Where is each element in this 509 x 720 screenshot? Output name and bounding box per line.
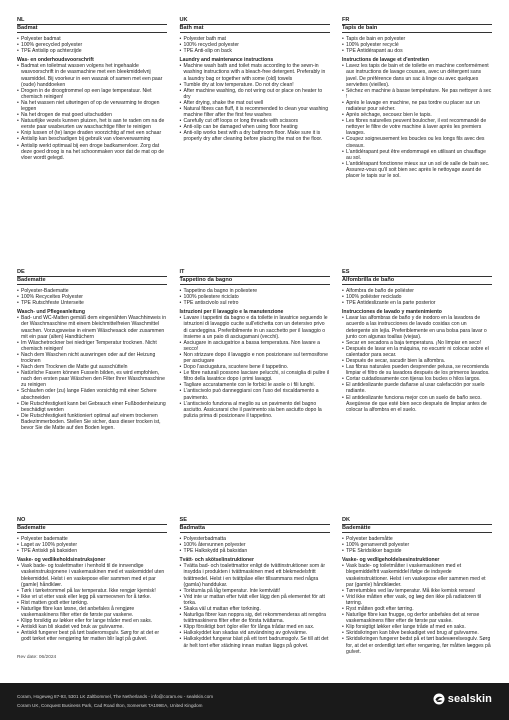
- property-item: • TPE Antidérapant au dos: [342, 48, 492, 54]
- care-item: • Klip forsigtigt løkker eller lange tråde af med en saks.: [342, 624, 492, 630]
- care-item: • Vask bade- og toalettmatter i henhold til de innvendige vaskeinstruksjonene i vaskemaskinen med et vaskemiddel uten blekemiddel. Helst i en vaskepose eller sammen med et par (gamle) håndklær.: [17, 563, 167, 587]
- property-item: • 100% Recyceltes Polyester: [17, 294, 167, 300]
- care-title: Wasch- und Pflegeanleitung: [17, 308, 86, 315]
- row-3: [17, 517, 492, 667]
- product-properties: [17, 288, 167, 306]
- row-2: [17, 269, 492, 499]
- care-instructions: [180, 63, 330, 142]
- language-code: ES: [342, 269, 492, 277]
- product-properties: [180, 288, 330, 306]
- care-item: • Après séchage, secouez bien le tapis.: [342, 112, 492, 118]
- care-item: • Badmat en toiletmat wassen volgens het ingehaalde wasvoorschrift in de wasmachine met een bleekmiddelvrij wasmiddel. Bij voorkeur in een waszak of samen met een paar (oude) handdoeken: [17, 63, 167, 87]
- care-item: • Cortar cuidadosamente con tijeras los bucles o hilos largos.: [342, 376, 492, 382]
- care-item: • Después de secar, sacudir bien la alfombra.: [342, 358, 492, 364]
- property-item: • 100% poliestere riciclato: [180, 294, 330, 300]
- product-properties: [342, 36, 492, 54]
- care-item: • Non strizzare dopo il lavaggio e non posizionare sul termosifone per asciugare: [180, 352, 330, 364]
- care-instructions: [180, 563, 330, 648]
- language-code: SE: [180, 517, 330, 525]
- care-item: • Knip lussen of (te) lange draden voorzichtig af met een schaar: [17, 130, 167, 136]
- care-item: • Lavar las alfombras de baño y de inodoro en la lavadora de acuerdo a las instrucciones de lavado cosidas con un detergente sin lejía. Preferiblemente en una bolsa para lavar o junto con algunas toallas (viejas).: [342, 315, 492, 339]
- care-instructions: [342, 63, 492, 179]
- section-title: Badematte: [17, 525, 167, 533]
- care-item: • Tvätta bad- och toalettmattor enligt de tvättinstruktioner som är insydda i produkten i tvättmaskinen med ett blekmedelsfritt tvättmedel. Helst i en tvättpåse eller tillsammans med några (gamla) handdukar.: [180, 563, 330, 587]
- care-item: • Las fibras naturales pueden desprender pelusa, se recomienda limpiar el filtro de su lavadora después de los primeros lavados.: [342, 364, 492, 376]
- product-properties: [180, 36, 330, 54]
- care-item: • Drogen in de droogtrommel op een lage temperatuur. Niet chemisch reinigen!: [17, 88, 167, 100]
- care-item: • Vrid ikke måtten efter vask, og læg den ikke på radiatoren til tørring.: [342, 594, 492, 606]
- product-properties: [17, 536, 167, 554]
- care-title: Vaske- og vedlikeholdsinstruksjoner: [17, 556, 106, 563]
- property-item: • Polyester badmat: [17, 36, 167, 42]
- property-item: • Polyester-Badematte: [17, 288, 167, 294]
- brand-logo: [433, 693, 492, 705]
- care-item: • Tumble dry at low temperature. Do not dry clean!: [180, 82, 330, 88]
- product-properties: [342, 536, 492, 554]
- care-item: • Vask bade- og toiletmåtter i vaskemaskinen med et blegemiddelfrit vaskemiddel ifølge de indsyede vaskeinstruktioner. Helst i en vaskepose eller sammen med et par (gamle) håndklæder.: [342, 563, 492, 587]
- care-item: • Después de lavar en la máquina, no escurrir ni colocar sobre el calentador para secar.: [342, 346, 492, 358]
- care-item: • Skridsikringen kan blive beskadiget ved brug af gulvvarme.: [342, 630, 492, 636]
- property-item: • Polyester badematte: [17, 536, 167, 542]
- address-line-1: Coram, Hogeweg 87-93, 5301 LK Zaltbommel, The Netherlands - info@coram.eu - sealskin.com: [17, 694, 214, 699]
- care-item: • Antiskli fungerer best på tørt baderomsgulv. Sørg for at det er godt tørket etter rengjøring før matten blir lagt på gulvet.: [17, 630, 167, 642]
- care-item: • Les fibres naturelles peuvent boulocher, il est recommandé de nettoyer le filtre de votre machine à laver après les premiers lavages.: [342, 118, 492, 136]
- care-item: • Die Rutschfestigkeit kann bei Gebrauch einer Fußbodenheizung beschädigt werden: [17, 401, 167, 413]
- product-properties: [342, 288, 492, 306]
- revision-date: Rev date: 06/2024: [17, 655, 57, 660]
- sealskin-logo-icon: [433, 693, 445, 705]
- care-item: • Natürliche Fasern können Fusseln bilden, es wird empfohlen, nach den ersten paar Wäschen den Filter Ihrer Waschmaschine zu reinigen: [17, 370, 167, 388]
- property-item: • 100% gerecycled polyester: [17, 42, 167, 48]
- property-item: • Tapis de bain en polyester: [342, 36, 492, 42]
- product-properties: [17, 36, 167, 54]
- care-item: • Natural fibres can fluff, it is recommended to clean your washing machine filter after the first few washes: [180, 106, 330, 118]
- care-item: • Die Rutschfestigkeit funktioniert optimal auf einem trockenen Badezimmerboden. Stellen Sie sicher, dass dieser trocken ist, bevor Sie die Matte auf den Boden legen.: [17, 413, 167, 431]
- care-item: • Vrid inte ur mattan efter tvätt eller lägg den på elementet för att torka.: [180, 594, 330, 606]
- footer-address: [17, 692, 213, 710]
- section-title: Badmatta: [180, 525, 330, 533]
- section-title: Badmat: [17, 25, 167, 33]
- care-item: • Asciugare in asciugatrice a bassa temperatura. Non lavare a secco!: [180, 340, 330, 352]
- care-item: • El antideslizante puede dañarse al usar calefacción por suelo radiante.: [342, 382, 492, 394]
- care-item: • Naturliga fibrer kan noppra sig, det rekommenderas att rengöra tvättmaskinens filter efter de första tvättarna.: [180, 612, 330, 624]
- language-code: UK: [180, 17, 330, 25]
- section-dk: [342, 517, 492, 667]
- property-item: • TPE antiscivolo sul retro: [180, 300, 330, 306]
- care-item: • After drying, shake the mat out well: [180, 100, 330, 106]
- section-de: [17, 269, 167, 499]
- care-item: • El antideslizante funciona mejor con un suelo de baño seco. Asegúrese de que esté bien seco después de limpiar antes de colocar la alfombra en el suelo.: [342, 395, 492, 413]
- care-item: • Rist matten godt etter tørking.: [17, 600, 167, 606]
- care-instructions: [17, 315, 167, 431]
- product-properties: [180, 536, 330, 554]
- care-item: • Le fibre naturali possono lasciare pelucchi, si consiglia di pulire il filtro della lavatrice dopo i primi lavaggi.: [180, 370, 330, 382]
- care-title: Istruzioni per il lavaggio e la manutenzione: [179, 308, 284, 315]
- care-item: • Lavez les tapis de bain et de toilette en machine conformément aux instructions de lavage cousues, avec un détergent sans javel. De préférence dans un sac à linge ou avec quelques serviettes (vieilles).: [342, 63, 492, 87]
- property-item: • TPE Antiskli på baksiden: [17, 548, 167, 554]
- care-item: • Na het drogen de mat goed uitschudden: [17, 112, 167, 118]
- language-code: FR: [342, 17, 492, 25]
- property-item: • TPE Anti-slip on back: [180, 48, 330, 54]
- language-code: NO: [17, 517, 167, 525]
- property-item: • TPE Antideslizante en la parte posterior: [342, 300, 492, 306]
- care-item: • Nach dem Waschen nicht auswringen oder auf der Heizung trocknen: [17, 352, 167, 364]
- care-item: • Antiskli kan bli skadet ved bruk av gulvvarme.: [17, 624, 167, 630]
- care-item: • Bad- und WC-Matten gemäß dem eingenähten Waschhinweis in der Waschmaschine mit einem bleichmittelfreien Waschmittel waschen. Vorzugsweise in einem Wäschesack oder zusammen mit ein paar (alten) Handtüchern: [17, 315, 167, 339]
- care-item: • Coupez soigneusement les boucles ou les longs fils avec des ciseaux.: [342, 136, 492, 148]
- property-item: • Polyester bath mat: [180, 36, 330, 42]
- section-title: Alfombrilla de baño: [342, 277, 492, 285]
- care-item: • Halkskyddet kan skadas vid användning av golvvärme.: [180, 630, 330, 636]
- care-instructions: [180, 315, 330, 419]
- care-item: • Klipp försiktigt bort öglor eller för långa trådar med en sax.: [180, 624, 330, 630]
- care-title: Instructions de lavage et d'entretien: [342, 56, 429, 63]
- care-item: • Im Wäschetrockner bei niedriger Temperatur trocknen. Nicht chemisch reinigen!: [17, 340, 167, 352]
- care-item: • Tørretumbles ved lav temperatur. Må ikke kemisk renses!: [342, 588, 492, 594]
- care-instructions: [342, 563, 492, 654]
- section-title: Bademåtte: [342, 525, 492, 533]
- section-uk: [180, 17, 330, 247]
- address-line-2: Coram UK, Conquest Business Park, Cad Road Ilton, Somerset TA199EA, United Kingdom: [17, 703, 203, 708]
- property-item: • Alfombra de baño de poliéster: [342, 288, 492, 294]
- care-title: Vaske- og vedligeholdelsesinstruktioner: [342, 556, 440, 563]
- section-es: [342, 269, 492, 499]
- property-item: • TPE Antislip op achterzijde: [17, 48, 167, 54]
- property-item: • 100% polyester recyclé: [342, 42, 492, 48]
- brand-name: sealskin: [447, 693, 492, 705]
- property-item: • TPE Skridsikker bagside: [342, 548, 492, 554]
- care-item: • Ikke vri ut etter vask eller legg på varmeovnen for å tørke.: [17, 594, 167, 600]
- section-title: Badematte: [17, 277, 167, 285]
- care-instructions: [342, 315, 492, 413]
- care-item: • Antislip werkt optimaal bij een droge badkamervloer. Zorg dat deze goed droog is na het schoonmaken voor dat de mat op de vloer wordt gelegd.: [17, 143, 167, 161]
- row-1: [17, 17, 492, 247]
- care-item: • Naturlige fibre kan fnugge, og derfor anbefales det at rense vaskemaskinens filter efter de første par vaske.: [342, 612, 492, 624]
- care-item: • Torktumla på låg temperatur. Inte kemtvätt!: [180, 588, 330, 594]
- care-instructions: [17, 563, 167, 642]
- care-item: • Skridsikringen fungerer bedst på et tørt badeværelsesgulv. Sørg for, at det er ordentligt tørt efter rengøring, før måtten lægges på gulvet.: [342, 636, 492, 654]
- section-no: [17, 517, 167, 667]
- property-item: • Polyesterbadmatta: [180, 536, 330, 542]
- care-item: • Na het wassen niet uitwringen of op de verwarming te drogen leggen: [17, 100, 167, 112]
- care-item: • Natuurlijke vezels kunnen pluizen, het is aan te raden om na de eerste paar wasbeurten uw waschachtige filter te reinigen: [17, 118, 167, 130]
- property-item: • TPE Halkskydd på baksidan: [180, 548, 330, 554]
- care-item: • Après le lavage en machine, ne pas tordre ou placer sur un radiateur pour sécher.: [342, 100, 492, 112]
- property-item: • 100% poliéster reciclado: [342, 294, 492, 300]
- section-fr: [342, 17, 492, 247]
- property-item: • Polyester bademåtte: [342, 536, 492, 542]
- property-item: • TPE Rutschfeste Unterseite: [17, 300, 167, 306]
- section-title: Tappetino da bagno: [180, 277, 330, 285]
- property-item: • 100% recycled polyester: [180, 42, 330, 48]
- language-code: NL: [17, 17, 167, 25]
- property-item: • Laget av 100% polyester: [17, 542, 167, 548]
- care-item: • Antislip kan beschadigen bij gebruik van vloerverwarming: [17, 136, 167, 142]
- care-item: • Klipp forsiktig av løkker eller for lange tråder med en saks.: [17, 618, 167, 624]
- care-item: • L'antidérapant peut être endommagé en utilisant un chauffage au sol.: [342, 149, 492, 161]
- care-item: • Naturlige fibre kan løsne, det anbefales å rengjøre vaskemaskinens filter etter de første par vaskene.: [17, 606, 167, 618]
- care-item: • Ryst måtten godt efter tørring.: [342, 606, 492, 612]
- care-item: • After machine washing, do not wring out or place on heater to dry: [180, 88, 330, 100]
- language-code: DE: [17, 269, 167, 277]
- language-code: DK: [342, 517, 492, 525]
- care-item: • Nach dem Trocknen die Matte gut ausschütteln: [17, 364, 167, 370]
- footer: [0, 683, 509, 720]
- care-item: • L'antidérapant fonctionne mieux sur un sol de salle de bain sec. Assurez-vous qu'il soit bien sec après le nettoyage avant de placer le tapis sur le sol.: [342, 161, 492, 179]
- care-item: • Tagliare accuratamente con le forbici le asole o i fili lunghi.: [180, 382, 330, 388]
- care-item: • L'antiscivolo può danneggiarsi con l'uso del riscaldamento a pavimento.: [180, 388, 330, 400]
- section-nl: [17, 17, 167, 247]
- care-item: • Secar en secadora a baja temperatura. ¡No limpiar en seco!: [342, 340, 492, 346]
- care-title: Laundry and maintenance instructions: [179, 56, 274, 63]
- language-code: IT: [180, 269, 330, 277]
- care-item: • Anti-slip works best with a dry bathroom floor. Make sure it is properly dry after cleaning before placing the mat on the floor.: [180, 130, 330, 142]
- property-item: • 100% genanvendt polyester: [342, 542, 492, 548]
- section-se: [180, 517, 330, 667]
- section-title: Tapis de bain: [342, 25, 492, 33]
- care-item: • Lavare i tappetini da bagno e da toilette in lavatrice seguendo le istruzioni di lavaggio cucite sull'etichetta con un detersivo privo di candeggina. Preferibilmente in un sacchetto per il lavaggio o insieme a un paio di asciugamani (vecchi).: [180, 315, 330, 339]
- property-item: • 100% återvunnen polyester: [180, 542, 330, 548]
- care-item: • Anti-slip can be damaged when using floor heating: [180, 124, 330, 130]
- care-item: • Séchez en machine à basse température. Ne pas nettoyer à sec !: [342, 88, 492, 100]
- care-title: Was- en onderhoudsvoorschrift: [17, 56, 94, 63]
- care-instructions: [17, 63, 167, 161]
- care-item: • Dopo l'asciugatura, scuotere bene il tappetino.: [180, 364, 330, 370]
- care-item: • Skaka väl ut mattan efter torkning.: [180, 606, 330, 612]
- care-item: • Tørk i tørketrommel på lav temperatur. Ikke rengjør kjemisk!: [17, 588, 167, 594]
- care-item: • Carefully cut off loops or long threads with scissors: [180, 118, 330, 124]
- property-item: • Tappetino da bagno in poliestere: [180, 288, 330, 294]
- care-title: Tvätt- och skötselinstruktioner: [179, 556, 254, 563]
- care-item: • Halkskyddet fungerar bäst på ett torrt badrumsgolv. Se till att det är helt torrt efter städning innan mattan läggs på golvet.: [180, 636, 330, 648]
- section-it: [180, 269, 330, 499]
- care-title: Instrucciones de lavado y mantenimiento: [342, 308, 442, 315]
- care-item: • Machine wash bath and toilet mats according to the sewn-in washing instructions with a bleach-free detergent. Preferably in a laundry bag or together with some (old) towels: [180, 63, 330, 81]
- care-item: • L'antiscivolo funziona al meglio su un pavimento del bagno asciutto. Assicurarsi che il pavimento sia ben asciutto dopo la pulizia prima di posizionare il tappetino.: [180, 401, 330, 419]
- care-item: • Schlaufen oder (zu) lange Fäden vorsichtig mit einer Schere abschneiden: [17, 388, 167, 400]
- section-title: Bath mat: [180, 25, 330, 33]
